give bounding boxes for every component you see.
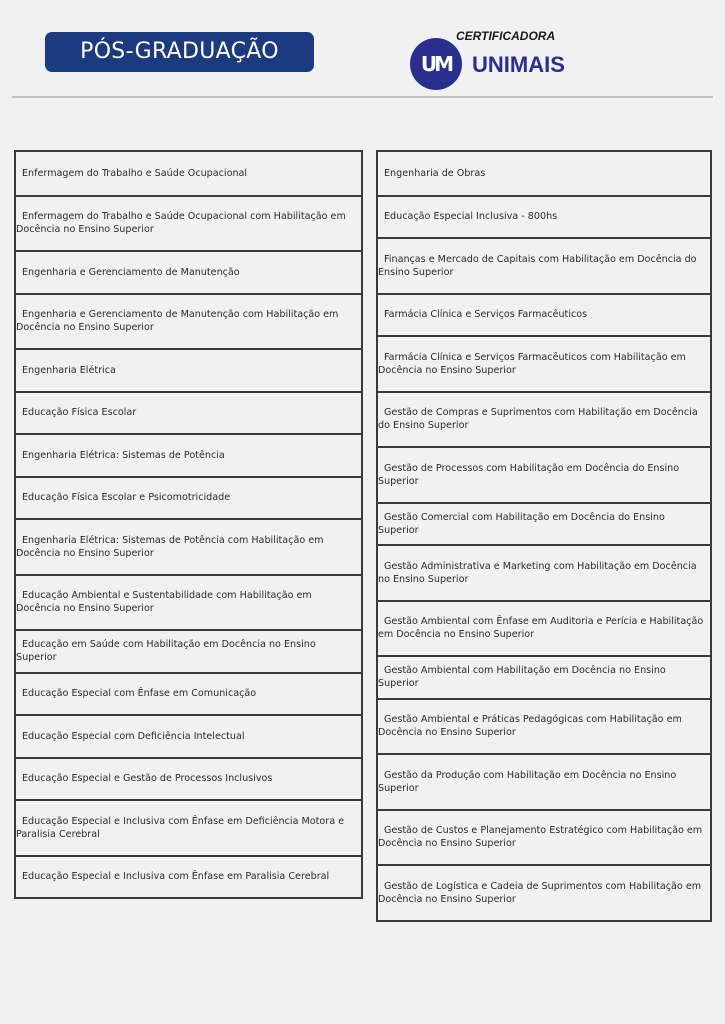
- course-row: [378, 809, 710, 865]
- course-row: [378, 335, 710, 391]
- course-row: [16, 757, 361, 800]
- course-name: Engenharia e Gerenciamento de Manutenção: [22, 266, 240, 278]
- logo-tagline: CERTIFICADORA: [456, 29, 556, 43]
- course-row: [16, 348, 361, 391]
- course-row: [16, 476, 361, 519]
- course-row: [16, 714, 361, 757]
- course-name: Engenharia Elétrica: Sistemas de Potência com Habilitação em Docência no Ensino Superior: [16, 534, 324, 559]
- course-row: [378, 237, 710, 293]
- course-row: [378, 391, 710, 447]
- course-name: Educação Especial com Deficiência Intelectual: [22, 730, 245, 742]
- course-row: [16, 433, 361, 476]
- course-row: [16, 293, 361, 349]
- course-name: Educação Especial e Gestão de Processos Inclusivos: [22, 773, 273, 785]
- course-list-right: [376, 150, 712, 922]
- course-row: [16, 391, 361, 434]
- course-name: Engenharia Elétrica: [22, 364, 116, 376]
- course-row: [16, 672, 361, 715]
- course-row: [378, 864, 710, 920]
- course-name: Educação Especial e Inclusiva com Ênfase em Paralisia Cerebral: [22, 871, 330, 883]
- course-row: [378, 195, 710, 238]
- course-name: Educação Especial e Inclusiva com Ênfase em Deficiência Motora e Paralisia Cerebral: [16, 815, 345, 840]
- um-monogram-icon: UM: [410, 38, 462, 90]
- course-row: [378, 544, 710, 600]
- course-name: Enfermagem do Trabalho e Saúde Ocupacional: [22, 167, 248, 179]
- course-row: [378, 655, 710, 698]
- course-name: Gestão de Logística e Cadeia de Suprimentos com Habilitação em Docência no Ensino Superior: [378, 880, 702, 905]
- course-row: [16, 250, 361, 293]
- course-name: Gestão de Processos com Habilitação em Docência do Ensino Superior: [378, 462, 680, 487]
- course-name: Farmácia Clínica e Serviços Farmacêuticos: [384, 309, 588, 321]
- course-row: [378, 600, 710, 656]
- course-name: Gestão da Produção com Habilitação em Docência no Ensino Superior: [378, 769, 677, 794]
- course-name: Educação Especial com Ênfase em Comunicação: [22, 688, 257, 700]
- course-row: [16, 195, 361, 251]
- logo-name: UNIMAIS: [472, 52, 565, 77]
- course-row: [378, 698, 710, 754]
- course-name: Educação Física Escolar: [22, 407, 137, 419]
- course-row: [16, 152, 361, 195]
- course-row: [378, 152, 710, 195]
- course-name: Farmácia Clínica e Serviços Farmacêuticos com Habilitação em Docência no Ensino Superior: [378, 351, 686, 376]
- course-row: [16, 799, 361, 855]
- course-row: [378, 446, 710, 502]
- course-name: Educação Especial Inclusiva - 800hs: [384, 211, 558, 223]
- course-name: Engenharia e Gerenciamento de Manutenção com Habilitação em Docência no Ensino Superior: [16, 309, 339, 334]
- course-name: Gestão Ambiental com Habilitação em Docência no Ensino Superior: [378, 665, 666, 690]
- course-row: [16, 574, 361, 630]
- course-name: Gestão Ambiental e Práticas Pedagógicas com Habilitação em Docência no Ensino Superior: [378, 714, 682, 739]
- certificadora-unimais-logo: [410, 28, 590, 94]
- course-row: [378, 293, 710, 336]
- course-name: Enfermagem do Trabalho e Saúde Ocupacional com Habilitação em Docência no Ensino Superior: [16, 211, 346, 236]
- header-divider: [12, 96, 713, 98]
- course-name: Gestão de Compras e Suprimentos com Habilitação em Docência do Ensino Superior: [378, 407, 698, 432]
- course-name: Educação Ambiental e Sustentabilidade com Habilitação em Docência no Ensino Superior: [16, 590, 312, 615]
- course-name: Educação Física Escolar e Psicomotricidade: [22, 492, 231, 504]
- course-name: Finanças e Mercado de Capitais com Habilitação em Docência do Ensino Superior: [378, 253, 697, 278]
- course-name: Gestão Comercial com Habilitação em Docência do Ensino Superior: [378, 511, 665, 536]
- course-name: Gestão de Custos e Planejamento Estratégico com Habilitação em Docência no Ensino Superior: [378, 825, 703, 850]
- course-row: [378, 502, 710, 545]
- course-name: Engenharia Elétrica: Sistemas de Potência: [22, 449, 225, 461]
- course-name: Educação em Saúde com Habilitação em Docência no Ensino Superior: [16, 639, 316, 664]
- course-row: [16, 629, 361, 672]
- course-name: Engenharia de Obras: [384, 167, 486, 179]
- course-row: [16, 518, 361, 574]
- course-list-left: [14, 150, 363, 899]
- course-row: [16, 855, 361, 898]
- page-title: PÓS-GRADUAÇÃO: [45, 32, 314, 72]
- course-name: Gestão Ambiental com Ênfase em Auditoria e Perícia e Habilitação em Docência no Ensino Superior: [378, 616, 704, 641]
- course-name: Gestão Administrativa e Marketing com Habilitação em Docência no Ensino Superior: [378, 560, 697, 585]
- course-row: [378, 753, 710, 809]
